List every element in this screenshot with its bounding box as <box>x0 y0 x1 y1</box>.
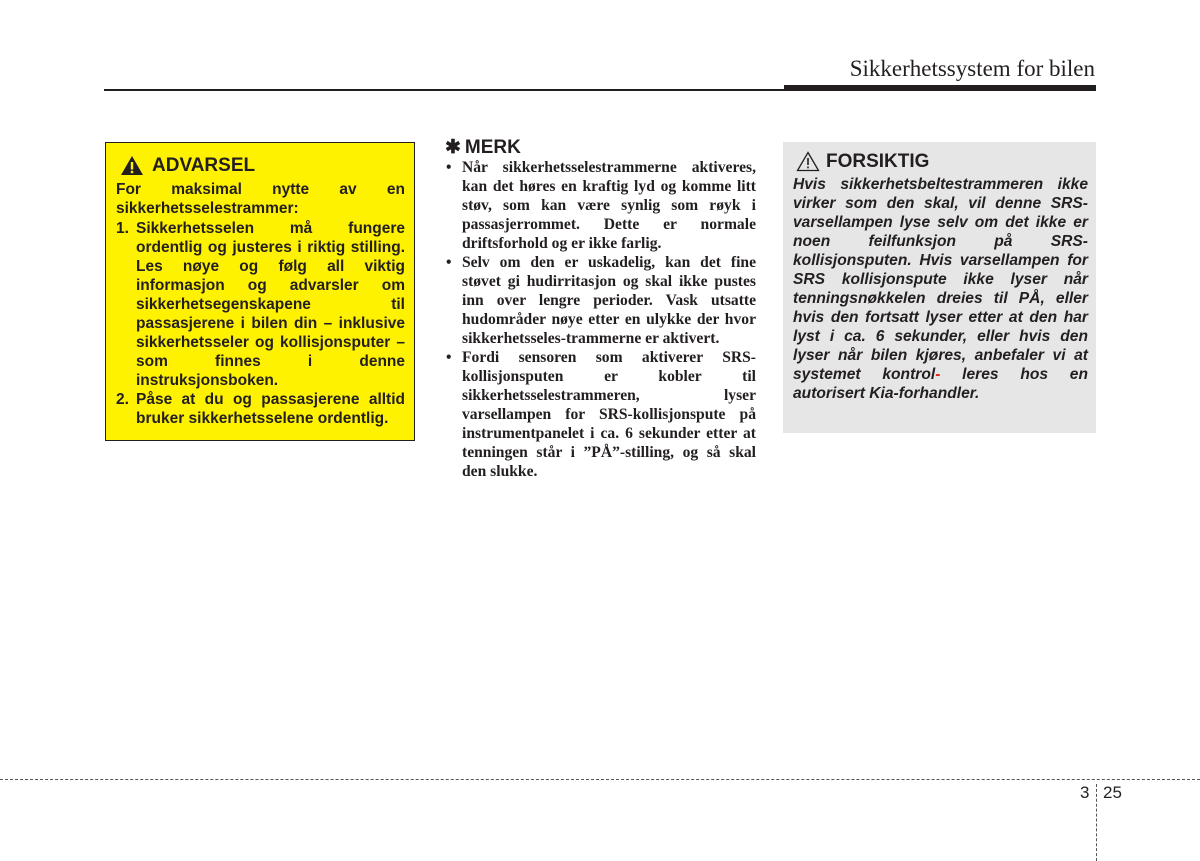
warning-list-item <box>116 390 405 428</box>
footer-vertical-rule <box>1096 784 1097 861</box>
warning-intro-line1: For maksimal nytte av en <box>116 181 405 198</box>
note-section <box>445 138 756 481</box>
note-list-item <box>445 348 756 481</box>
warning-title: ADVARSEL <box>152 155 256 176</box>
caution-triangle-outline-icon <box>796 151 820 172</box>
footer-rule <box>0 779 1200 780</box>
caution-text-part1: Hvis sikkerhetsbeltestrammeren ikke virker som den skal, vil denne SRS-varsellampen lyse selv om det ikke er noen feilfunksjon på SRS-kollisjonsputen. Hvis varsellampen for SRS kollisjonspute ikke lyser når tenningsnøkkelen dreies til PÅ, eller hvis den fortsatt lyser etter at den har lyst i ca. 6 sekunder, eller hvis den lyser når bilen kjøres, anbefaler vi at systemet kontrol <box>793 176 1088 383</box>
note-item-text: Selv om den er uskadelig, kan det fine støvet gi hudirritasjon og skal ikke pustes inn over lengre perioder. Vask utsatte hudområder nøye etter en ulykke der hvor sikkerhetsseles-trammerne er aktivert. <box>462 254 756 347</box>
warning-box <box>105 142 415 441</box>
caution-hyphen: - <box>935 366 941 383</box>
note-list <box>445 158 756 481</box>
header-title: Sikkerhetssystem for bilen <box>849 56 1095 81</box>
page-number: 25 <box>1103 783 1122 802</box>
caution-box <box>783 142 1096 433</box>
note-list-item <box>445 158 756 253</box>
warning-intro <box>116 180 405 218</box>
warning-item-number: 2. <box>116 391 129 408</box>
warning-list <box>116 219 405 428</box>
note-title: MERK <box>464 137 521 158</box>
note-item-text: Når sikkerhetsselestrammerne aktiveres, kan det høres en kraftig lyd og komme litt støv, som kan være synlig som røyk i passasjerrommet. Dette er normale driftsforhold og er ikke farlig. <box>462 159 756 252</box>
asterisk-icon: ✱ <box>445 137 461 158</box>
warning-triangle-filled-icon <box>120 155 144 176</box>
page-chapter: 3 <box>1080 783 1090 802</box>
caution-text <box>793 175 1088 403</box>
caution-text-part2: leres hos en autorisert Kia-forhandler. <box>793 366 1088 402</box>
bullet-icon: • <box>446 349 452 366</box>
note-item-text: Fordi sensoren som aktiverer SRS-kollisjonsputen er kobler til sikkerhetsselestrammeren, lyser varsellampen for SRS-kollisjonspute på instrumentpanelet i ca. 6 sekunder etter at tenningen står i ”PÅ”-stilling, og så skal den slukke. <box>462 349 756 480</box>
header-rule-thick <box>784 85 1096 91</box>
bullet-icon: • <box>446 254 452 271</box>
bullet-icon: • <box>446 159 452 176</box>
warning-item-text: Påse at du og passasjerene alltid bruker sikkerhetsselene ordentlig. <box>136 391 405 427</box>
note-list-item <box>445 253 756 348</box>
warning-heading <box>116 155 405 176</box>
caution-heading <box>793 151 1088 172</box>
warning-item-number: 1. <box>116 220 129 237</box>
warning-item-text: Sikkerhetsselen må fungere ordentlig og justeres i riktig stilling. Les nøye og følg all viktig informasjon og advarsler om sikkerhetsegenskapene til passasjerene i bilen din – inklusive sikkerhetsseler og kollisjonsputer – som finnes i denne instruksjonsboken. <box>136 220 405 389</box>
note-heading <box>445 138 756 157</box>
caution-title: FORSIKTIG <box>826 151 930 172</box>
warning-intro-line2: sikkerhetsselestrammer: <box>116 200 299 217</box>
header-rule-thin <box>104 89 784 91</box>
warning-list-item <box>116 219 405 390</box>
